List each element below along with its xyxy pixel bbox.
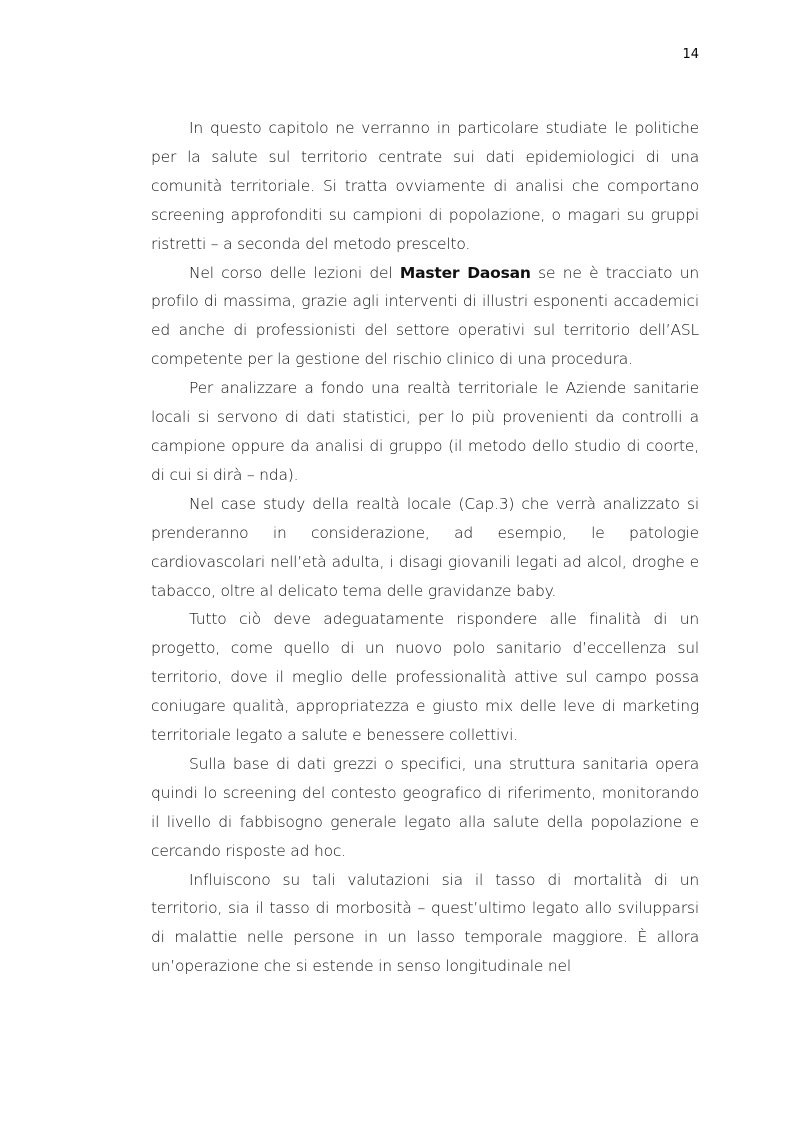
- paragraph-2-rest: se ne è tracciato un profilo di massima, grazie agli interventi di illustri esponenti accademici ed anche di professionisti del settore operativi sul territorio dell’ASL competente per la gestione del rischio clinico di una procedura.: [151, 263, 699, 369]
- paragraph-5: Tutto ciò deve adeguatamente rispondere alle finalità di un progetto, come quello di un nuovo polo sanitario d’eccellenza sul territorio, dove il meglio delle professionalità attive sul campo possa coniugare qualità, appropriatezza e giusto mix delle leve di marketing territoriale legato a salute e benessere collettivi.: [151, 610, 699, 745]
- master-daosan-emphasis: Master Daosan: [399, 263, 531, 282]
- paragraph-4: Nel case study della realtà locale (Cap.3) che verrà analizzato si prenderanno in considerazione, ad esempio, le patologie cardiovascolari nell’età adulta, i disagi giovanili legati ad alcol, droghe e tabacco, oltre al delicato tema delle gravidanze baby.: [151, 494, 699, 600]
- page-number: 14: [682, 47, 699, 62]
- paragraph-7: Influiscono su tali valutazioni sia il tasso di mortalità di un territorio, sia il tasso di morbosità – quest’ultimo legato allo svilupparsi di malattie nelle persone in un lasso temporale maggiore. È allora un’operazione che si estende in senso longitudinale nel: [151, 870, 699, 976]
- paragraph-2: [151, 259, 699, 375]
- paragraph-6: Sulla base di dati grezzi o specifici, una struttura sanitaria opera quindi lo screening del contesto geografico di riferimento, monitorando il livello di fabbisogno generale legato alla salute della popolazione e cercando risposte ad hoc.: [151, 754, 699, 860]
- paragraph-1: In questo capitolo ne verranno in particolare studiate le politiche per la salute sul territorio centrate sui dati epidemiologici di una comunità territoriale. Si tratta ovviamente di analisi che comportano screening approfonditi su campioni di popolazione, o magari su gruppi ristretti – a seconda del metodo prescelto.: [151, 119, 699, 253]
- document-body: [151, 114, 699, 981]
- paragraph-3: Per analizzare a fondo una realtà territoriale le Aziende sanitarie locali si servono di dati statistici, per lo più provenienti da controlli a campione oppure da analisi di gruppo (il metodo dello studio di coorte, di cui si dirà – nda).: [151, 379, 699, 484]
- paragraph-2-lead: Nel corso delle lezioni del: [189, 263, 400, 282]
